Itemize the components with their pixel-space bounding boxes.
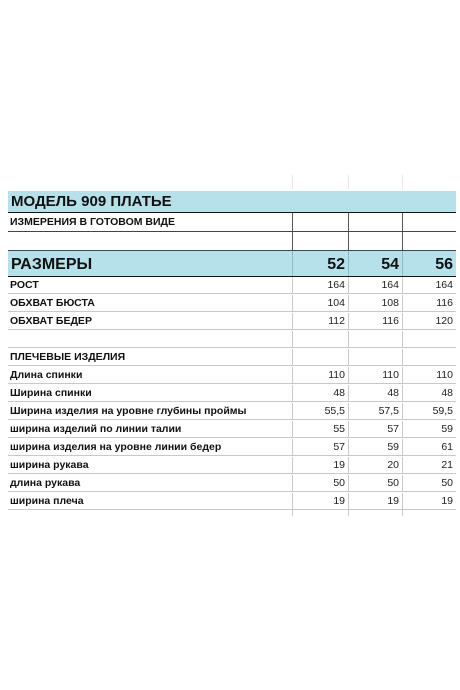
table-row bbox=[8, 475, 456, 492]
table-row bbox=[8, 403, 456, 420]
value-cell: 112 bbox=[292, 313, 348, 329]
table-row bbox=[8, 367, 456, 384]
table-row bbox=[8, 457, 456, 474]
value-cell: 104 bbox=[292, 295, 348, 311]
value-cell: 116 bbox=[402, 295, 456, 311]
value-cell: 48 bbox=[402, 385, 456, 401]
empty-cell bbox=[402, 331, 456, 347]
row-label: длина рукава bbox=[10, 477, 81, 489]
value-cell: 116 bbox=[348, 313, 402, 329]
empty-cell bbox=[348, 213, 402, 231]
value-cell: 19 bbox=[402, 493, 456, 509]
row-label: Ширина изделия на уровне глубины проймы bbox=[10, 405, 247, 417]
empty-cell bbox=[292, 331, 348, 347]
value-cell: 19 bbox=[292, 493, 348, 509]
value-cell: 120 bbox=[402, 313, 456, 329]
empty-cell bbox=[292, 349, 348, 365]
model-title-row bbox=[8, 191, 456, 213]
value-cell: 48 bbox=[348, 385, 402, 401]
value-cell: 20 bbox=[348, 457, 402, 473]
value-cell: 19 bbox=[348, 493, 402, 509]
sizes-label: РАЗМЕРЫ bbox=[11, 256, 93, 273]
sizes-header-row bbox=[8, 251, 456, 277]
value-cell: 57,5 bbox=[348, 403, 402, 419]
value-cell: 110 bbox=[292, 367, 348, 383]
subtitle: ИЗМЕРЕНИЯ В ГОТОВОМ ВИДЕ bbox=[10, 216, 176, 228]
sheet-top-gridlines bbox=[8, 175, 456, 189]
size-54-header: 54 bbox=[348, 251, 402, 276]
empty-cell bbox=[402, 232, 456, 250]
empty-cell bbox=[402, 349, 456, 365]
empty-cell bbox=[292, 213, 348, 231]
value-cell: 164 bbox=[348, 277, 402, 293]
size-52-header: 52 bbox=[292, 251, 348, 276]
value-cell: 110 bbox=[402, 367, 456, 383]
section-header-row bbox=[8, 349, 456, 366]
empty-cell bbox=[402, 213, 456, 231]
empty-cell bbox=[348, 232, 402, 250]
value-cell: 50 bbox=[402, 475, 456, 491]
row-label: ОБХВАТ БЮСТА bbox=[10, 297, 95, 309]
value-cell: 108 bbox=[348, 295, 402, 311]
row-label: ширина изделия на уровне линии бедер bbox=[10, 441, 222, 453]
value-cell: 57 bbox=[292, 439, 348, 455]
value-cell: 57 bbox=[348, 421, 402, 437]
value-cell: 59,5 bbox=[402, 403, 456, 419]
size-56-header: 56 bbox=[402, 251, 456, 276]
table-row bbox=[8, 439, 456, 456]
row-label: ОБХВАТ БЕДЕР bbox=[10, 315, 92, 327]
value-cell: 61 bbox=[402, 439, 456, 455]
value-cell: 164 bbox=[402, 277, 456, 293]
empty-cell bbox=[348, 331, 402, 347]
value-cell: 164 bbox=[292, 277, 348, 293]
empty-cell bbox=[348, 349, 402, 365]
row-label: ширина рукава bbox=[10, 459, 89, 471]
sheet-bottom-gridlines bbox=[8, 510, 456, 516]
table-row bbox=[8, 277, 456, 294]
value-cell: 50 bbox=[348, 475, 402, 491]
value-cell: 50 bbox=[292, 475, 348, 491]
row-label: Ширина спинки bbox=[10, 387, 92, 399]
row-label: РОСТ bbox=[10, 279, 39, 291]
value-cell: 48 bbox=[292, 385, 348, 401]
table-row bbox=[8, 421, 456, 438]
value-cell: 19 bbox=[292, 457, 348, 473]
row-label: ширина изделий по линии талии bbox=[10, 423, 182, 435]
value-cell: 55,5 bbox=[292, 403, 348, 419]
row-label: Длина спинки bbox=[10, 369, 83, 381]
table-row bbox=[8, 295, 456, 312]
value-cell: 59 bbox=[402, 421, 456, 437]
value-cell: 55 bbox=[292, 421, 348, 437]
empty-cell bbox=[292, 232, 348, 250]
table-row bbox=[8, 385, 456, 402]
spacer-row bbox=[8, 331, 456, 348]
section-label: ПЛЕЧЕВЫЕ ИЗДЕЛИЯ bbox=[10, 351, 126, 363]
value-cell: 21 bbox=[402, 457, 456, 473]
model-title: МОДЕЛЬ 909 ПЛАТЬЕ bbox=[11, 193, 172, 210]
value-cell: 110 bbox=[348, 367, 402, 383]
value-cell: 59 bbox=[348, 439, 402, 455]
table-row bbox=[8, 493, 456, 510]
blank-row bbox=[8, 232, 456, 251]
row-label: ширина плеча bbox=[10, 495, 84, 507]
table-row bbox=[8, 313, 456, 330]
subtitle-row bbox=[8, 213, 456, 232]
